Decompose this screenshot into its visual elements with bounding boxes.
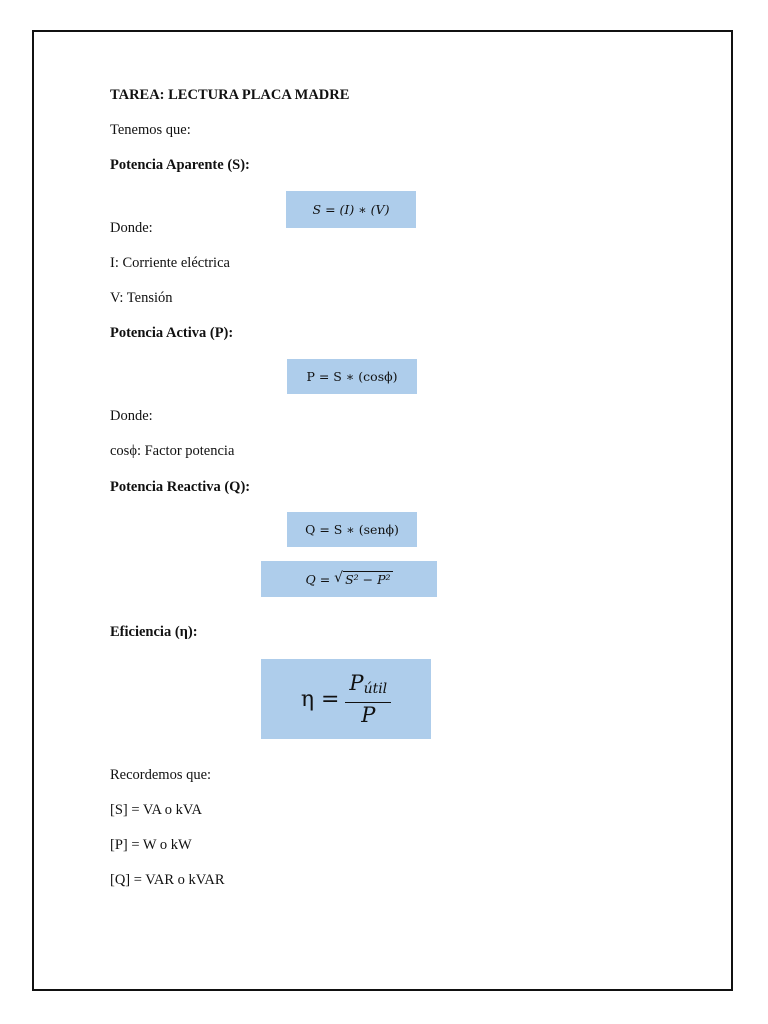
active-power-formula-text: P = S ∗ (cosϕ) (306, 369, 398, 384)
apparent-power-formula-text: S = (I) ∗ (V) (312, 202, 390, 217)
numerator-subscript: útil (363, 681, 388, 697)
reactive-formula-lhs: Q = (305, 571, 335, 587)
unit-reactive: [Q] = VAR o kVAR (110, 872, 225, 888)
efficiency-fraction (345, 671, 391, 727)
reactive-power-formula-sen-text: Q = S ∗ (senϕ) (305, 522, 399, 537)
efficiency-lhs: η = (300, 686, 340, 712)
apparent-donde: Donde: (110, 220, 153, 236)
apparent-power-formula (286, 191, 416, 228)
definition-voltage: V: Tensión (110, 290, 173, 306)
definition-current: I: Corriente eléctrica (110, 255, 230, 271)
numerator-symbol: P (349, 671, 364, 695)
apparent-power-heading: Potencia Aparente (S): (110, 157, 250, 173)
square-root (334, 571, 392, 587)
active-donde: Donde: (110, 408, 153, 424)
efficiency-heading: Eficiencia (η): (110, 624, 198, 640)
definition-power-factor: cosϕ: Factor potencia (110, 443, 235, 459)
radical-sign-icon: √ (334, 570, 344, 586)
active-power-formula (287, 359, 417, 394)
reactive-power-formula-sen (287, 512, 417, 547)
unit-apparent: [S] = VA o kVA (110, 802, 202, 818)
active-power-heading: Potencia Activa (P): (110, 325, 234, 341)
document-title: TAREA: LECTURA PLACA MADRE (110, 87, 350, 103)
intro-text: Tenemos que: (110, 122, 191, 138)
radicand: S² − P² (345, 572, 391, 587)
efficiency-formula (261, 659, 431, 739)
efficiency-denominator: P (361, 703, 376, 727)
reactive-power-heading: Potencia Reactiva (Q): (110, 479, 251, 495)
reactive-power-formula-sqrt (261, 561, 437, 597)
efficiency-numerator (345, 671, 391, 703)
units-intro: Recordemos que: (110, 767, 212, 783)
unit-active: [P] = W o kW (110, 837, 192, 853)
